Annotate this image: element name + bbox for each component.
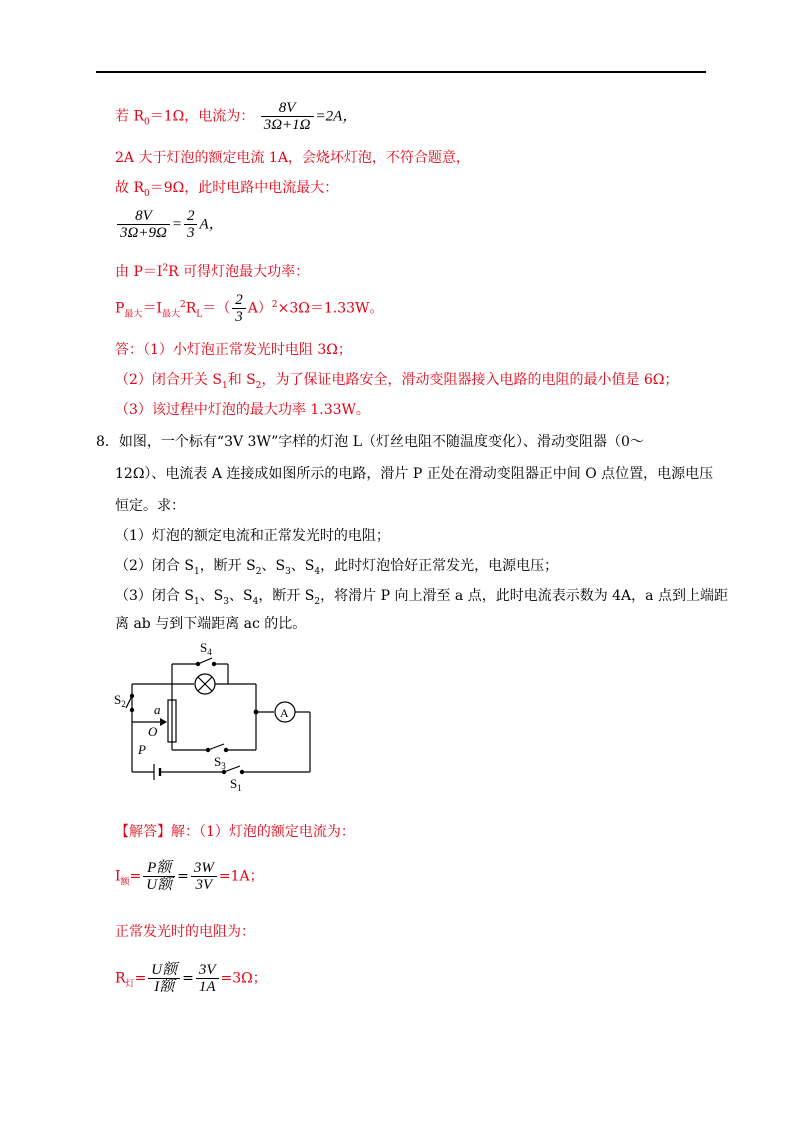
fraction-p-u: $\frac{\text{P额}}{\text{U额}}$ <box>143 860 175 893</box>
label-a: a <box>154 702 161 717</box>
question-8-line-1: 8．如图，一个标有“3V 3W”字样的灯泡 L（灯丝电阻不随温度变化）、滑动变阻器（0～ <box>96 434 644 450</box>
solution-heading: 【解答】解：（1）灯泡的额定电流为： <box>115 824 355 840</box>
calc-line-r0-1: 若 $R_0=1\Omega$，电流为： $\frac{8V}{3\Omega+1\Omega}$ =2A， <box>115 100 358 133</box>
fraction-u-i: $\frac{\text{U额}}{\text{I额}}$ <box>148 962 180 995</box>
label-s4: $S_4$ <box>200 640 212 657</box>
calc-rated-current: $I_额=$ $\frac{\text{P额}}{\text{U额}}$ = $\frac{3W}{3V}$ =1A； <box>115 860 264 893</box>
answer-3: （3）该过程中灯泡的最大功率 1.33W。 <box>115 402 370 418</box>
fraction-8v-12ohm: $\frac{8V}{3\Omega+9\Omega}$ <box>117 208 170 241</box>
fraction-8v-4ohm: $\frac{8V}{3\Omega+1\Omega}$ <box>261 100 314 133</box>
answer-1: 答：（1）小灯泡正常发光时电阻 3Ω； <box>115 342 352 358</box>
question-8-sub-1: （1）灯泡的额定电流和正常发光时的电阻； <box>115 528 390 544</box>
label-p: P <box>138 742 146 757</box>
switch-s2 <box>126 696 132 708</box>
switch-s1 <box>224 766 240 772</box>
calc-line-max-power: $P_{最大}=I_{最大}^2R_L=$（ $\frac{2}{3}$ A）$^2$×3Ω＝1.33W。 <box>115 292 384 325</box>
label-s3: $S_3$ <box>214 754 226 771</box>
answer-2: （2）闭合开关 $S_1$和 $S_2$，为了保证电路安全，滑动变阻器接入电路的电阻的最小值是 6Ω； <box>115 372 679 391</box>
label-s2: $S_2$ <box>114 692 126 709</box>
question-8-line-2: 12Ω）、电流表 A 连接成如图所示的电路，滑片 P 正处在滑动变阻器正中间 O 点位置，电源电压 <box>115 466 714 482</box>
calc-line-exceeds: 2A 大于灯泡的额定电流 1A，会烧坏灯泡，不符合题意， <box>115 150 470 166</box>
resistance-heading: 正常发光时的电阻为： <box>115 924 255 940</box>
fraction-2-3-power: $\frac{2}{3}$ <box>232 292 246 325</box>
switch-s4 <box>198 658 212 664</box>
calc-line-r0-9: 故 $R_0=9\Omega$，此时电路中电流最大： <box>115 180 339 199</box>
fraction-3v-1a: $\frac{3V}{1A}$ <box>196 962 219 995</box>
fraction-3w-3v: $\frac{3W}{3V}$ <box>191 860 217 893</box>
header-rule <box>96 71 706 73</box>
calc-lamp-resistance: $R_灯=$ $\frac{\text{U额}}{\text{I额}}$ = $\frac{3V}{1A}$ =3Ω； <box>115 962 267 995</box>
question-8-sub-2: （2）闭合 $S_1$，断开 $S_2$、$S_3$、$S_4$，此时灯泡恰好正常发光，电源电压； <box>115 558 559 577</box>
question-8-line-3: 恒定。求： <box>115 498 185 514</box>
label-s1: $S_1$ <box>230 776 242 793</box>
label-ammeter: A <box>280 706 289 720</box>
circuit-diagram <box>110 638 330 798</box>
switch-s3 <box>208 744 224 750</box>
calc-line-power-formula: 由 $P=I^2R$ 可得灯泡最大功率： <box>115 263 310 280</box>
fraction-2-3: $\frac{2}{3}$ <box>184 208 198 241</box>
label-o: O <box>148 724 158 739</box>
calc-line-max-current: $\frac{8V}{3\Omega+9\Omega}$ = $\frac{2}{3}$ A， <box>115 208 224 241</box>
question-8-sub-3: （3）闭合 $S_1$、$S_3$、$S_4$，断开 $S_2$，将滑片 P 向上滑至 a 点，此时电流表示数为 4A，a 点到上端距 <box>115 588 728 607</box>
question-8-sub-3-cont: 离 ab 与到下端距离 ac 的比。 <box>115 616 307 632</box>
